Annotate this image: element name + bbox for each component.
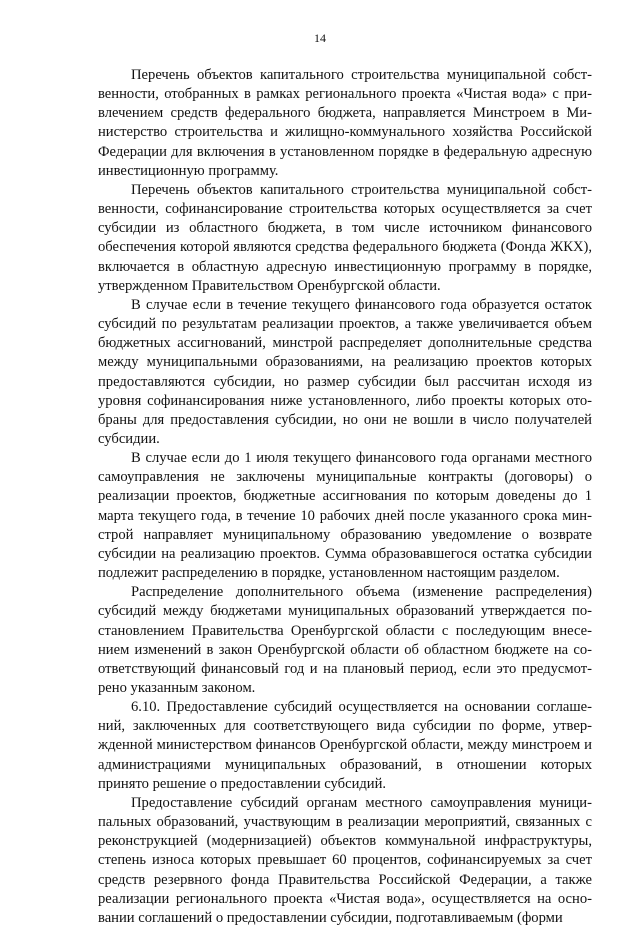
page-number: 14	[314, 31, 326, 45]
paragraph-section-6-10: 6.10. Предоставление субсидий осуществляется на основании соглашений, заключенных для соответствующего вида субсидии по форме, утвержденной министерством финансов Оренбургской области, между минстроем и администрациями муниципальных образований, в отношении которых принято решение о предоставлении субсидий.	[98, 699, 592, 792]
paragraph-federal-investment-list: Перечень объектов капитального строительства муниципальной собственности, отобранных в рамках регионального проекта «Чистая вода» с привлечением средств федерального бюджета, направляется Минстроем в Министерство строительства и жилищно-коммунального хозяйства Российской Федерации для включения в установленном порядке в федеральную адресную инвестиционную программу.	[98, 67, 592, 179]
paragraph-redistribution: Распределение дополнительного объема (изменение распределения) субсидий между бюджетами муниципальных образований утверждается постановлением Правительства Оренбургской области с последующим внесением изменений в закон Оренбургской области об областном бюджете на соответствующий финансовый год и на плановый период, если это предусмотрено указанным законом.	[98, 584, 592, 696]
paragraph-regional-investment-list: Перечень объектов капитального строительства муниципальной собственности, софинансирование строительства которых осуществляется за счет субсидии из областного бюджета, в том числе источником финансового обеспечения которой являются средства федерального бюджета (Фонда ЖКХ), включается в областную адресную инвестиционную программу в порядке, утвержденном Правительством Оренбургской области.	[98, 181, 592, 294]
paragraph-contract-deadline: В случае если до 1 июля текущего финансового года органами местного самоуправления не заключены муниципальные контракты (договоры) о реализации проектов, бюджетные ассигнования по которым доведены до 1 марта текущего года, в течение 10 рабочих дней после указанного срока минстрой направляет муниципальному образованию уведомление о возврате субсидии на реализацию проектов. Сумма образовавшегося остатка субсидии подлежит распределению в порядке, установленном настоящим разделом.	[98, 450, 592, 582]
paragraph-reserve-fund: Предоставление субсидий органам местного самоуправления муниципальных образований, участвующим в реализации мероприятий, связанных с реконструкцией (модернизацией) объектов коммунальной инфраструктуры, степень износа которых превышает 60 процентов, софинансируемых за счет средств резервного фонда Правительства Российской Федерации, а также реализации регионального проекта «Чистая вода», осуществляется на основании соглашений о предоставлении субсидии, подготавливаемым (форми	[98, 794, 592, 926]
document-body	[98, 66, 592, 928]
paragraph-subsidy-remainder: В случае если в течение текущего финансового года образуется остаток субсидий по результатам реализации проектов, а также увеличивается объем бюджетных ассигнований, минстрой распределяет дополнительные средства между муниципальными образованиями, на реализацию проектов которых предоставляются субсидии, но размер субсидии был рассчитан исходя из уровня софинансирования ниже установленного, либо проекты которых отобраны для предоставления субсидии, но они не вошли в число получателей субсидии.	[98, 296, 592, 447]
